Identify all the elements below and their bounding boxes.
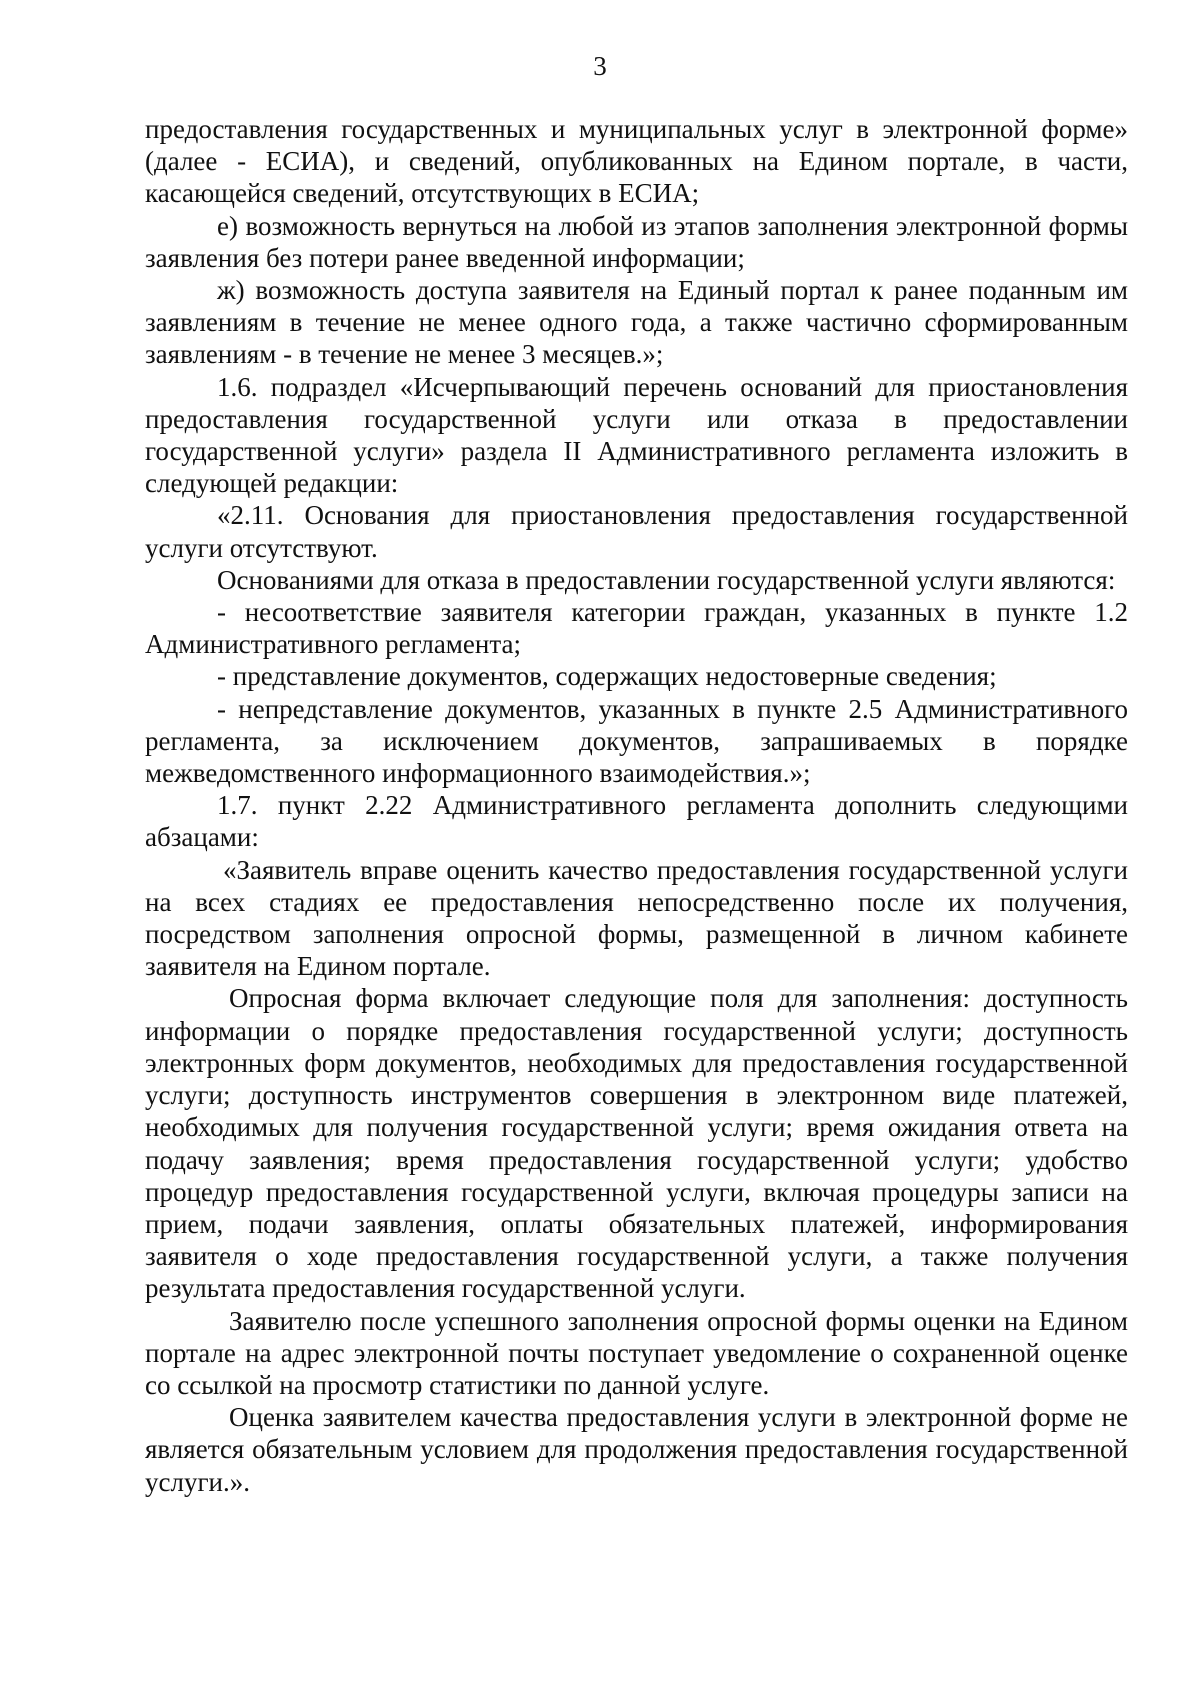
document-body [145,113,1128,1498]
paragraph-ground-3: - непредставление документов, указанных в пункте 2.5 Административного регламента, за исключением документов, запрашиваемых в порядке межведомственного информационного взаимодействия.»; [145,693,1128,789]
paragraph-refusal-grounds: Основаниями для отказа в предоставлении государственной услуги являются: [217,564,1116,595]
paragraph-rating-optional: Оценка заявителем качества предоставления услуги в электронной форме не является обязательным условием для продолжения предоставления государственной услуги.». [145,1402,1128,1497]
paragraph-survey-form: Опросная форма включает следующие поля для заполнения: доступность информации о порядке предоставления государственной услуги; доступность электронных форм документов, необходимых для предоставления государственной услуги; доступность инструментов совершения в электронном виде платежей, необходимых для получения государственной услуги; время ожидания ответа на подачу заявления; время предоставления государственной услуги; удобство процедур предоставления государственной услуги, включая процедуры записи на прием, подачи заявления, оплаты обязательных платежей, информирования заявителя о ходе предоставления государственной услуги, а также получения результата предоставления государственной услуги. [145,983,1128,1304]
paragraph-1-7: 1.7. пункт 2.22 Административного регламента дополнить следующими абзацами: [145,790,1128,853]
paragraph-esia-continuation: предоставления государственных и муниципальных услуг в электронной форме» (далее - ЕСИА), и сведений, опубликованных на Едином портале, в части, касающейся сведений, отсутствующих в ЕСИА; [145,114,1128,209]
paragraph-item-zh: ж) возможность доступа заявителя на Единый портал к ранее поданным им заявлениям в течение не менее одного года, а также частично сформированным заявлениям - в течение не менее 3 месяцев.»; [145,275,1128,370]
paragraph-notification: Заявителю после успешного заполнения опросной формы оценки на Едином портале на адрес электронной почты поступает уведомление о сохраненной оценке со ссылкой на просмотр статистики по данной услуге. [145,1305,1128,1400]
paragraph-2-11: «2.11. Основания для приостановления предоставления государственной услуги отсутствуют. [145,500,1128,563]
paragraph-ground-2: - представление документов, содержащих недостоверные сведения; [217,661,997,692]
page-number: 3 [593,51,607,81]
paragraph-ground-1: - несоответствие заявителя категории граждан, указанных в пункте 1.2 Административного регламента; [145,597,1128,660]
paragraph-applicant-rating: «Заявитель вправе оценить качество предоставления государственной услуги на всех стадиях ее предоставления непосредственно после их получения, посредством заполнения опросной формы, размещенной в личном кабинете заявителя на Едином портале. [145,854,1128,982]
paragraph-1-6: 1.6. подраздел «Исчерпывающий перечень оснований для приостановления предоставления государственной услуги или отказа в предоставлении государственной услуги» раздела II Административного регламента изложить в следующей редакции: [145,371,1128,499]
paragraph-item-e: е) возможность вернуться на любой из этапов заполнения электронной формы заявления без потери ранее введенной информации; [145,210,1128,273]
